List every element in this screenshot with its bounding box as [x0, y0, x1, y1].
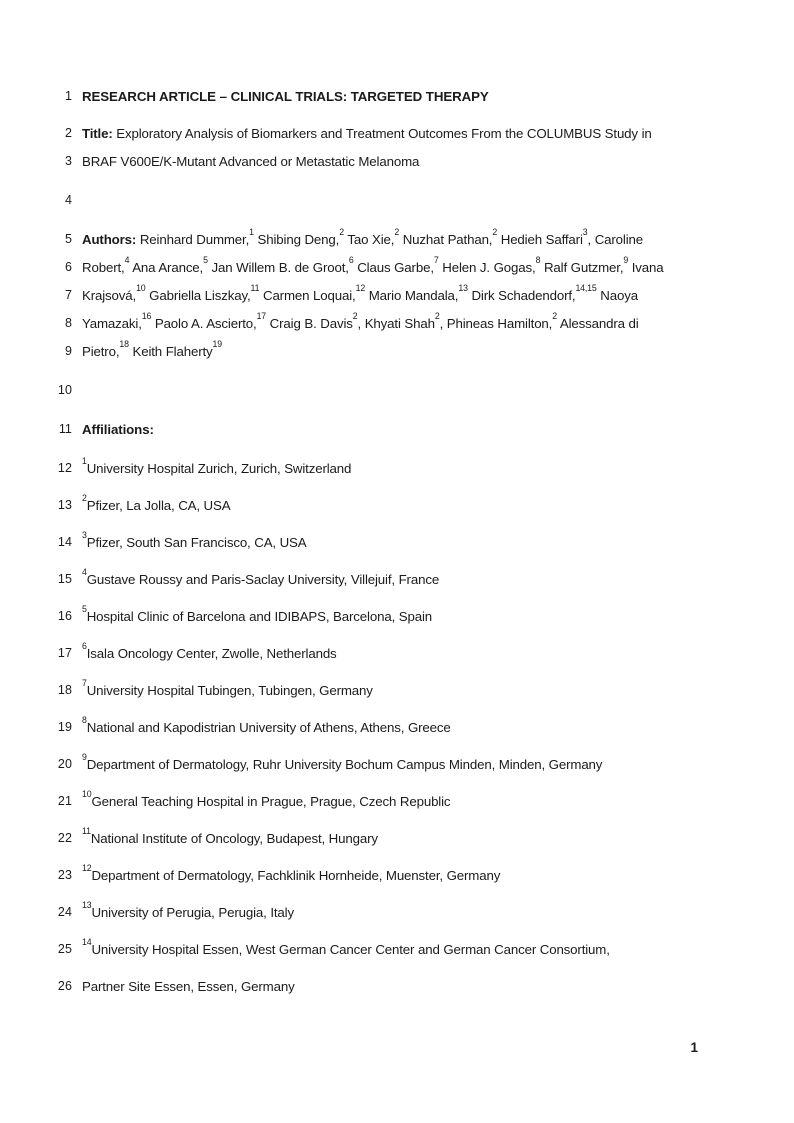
affiliation-body: Pfizer, La Jolla, CA, USA	[86, 498, 231, 513]
authors-line-5	[0, 338, 794, 360]
affiliation-marker: 5	[82, 603, 87, 614]
affiliation-line	[0, 862, 794, 884]
affiliation-body: University Hospital Essen, West German Cancer Center and German Cancer Consortium,	[91, 942, 610, 957]
line-number: 20	[57, 757, 72, 771]
affiliation-line	[0, 492, 794, 514]
line-number: 22	[57, 831, 72, 845]
affiliation-text	[82, 677, 682, 699]
affiliation-line	[0, 714, 794, 736]
title-text-line-1	[82, 125, 682, 142]
affiliation-text	[82, 529, 682, 551]
affiliation-marker: 9	[82, 751, 87, 762]
spacer	[0, 514, 794, 534]
line-number: 12	[57, 461, 72, 475]
affiliation-line	[0, 603, 794, 625]
line-number: 6	[64, 260, 72, 274]
affiliation-line	[0, 640, 794, 662]
authors-text-line-3: Krajsová,$^{10}$ Gabriella Liszkay,$^{11}$ Carmen Loquai,$^{12}$ Mario Mandala,$^{13}$ Dirk Schadendorf,$^{14,15}$ Naoya	[82, 282, 638, 303]
spacer	[0, 276, 794, 287]
spacer	[0, 399, 794, 421]
authors-line-1	[0, 226, 794, 248]
spacer	[0, 248, 794, 259]
spacer	[0, 105, 794, 125]
line-number: 17	[57, 646, 72, 660]
line-number: 2	[64, 126, 72, 140]
affiliation-body: University Hospital Zurich, Zurich, Switzerland	[86, 461, 352, 476]
affiliation-text	[82, 455, 682, 477]
spacer	[0, 884, 794, 904]
authors-line-4	[0, 310, 794, 332]
affiliation-line	[0, 529, 794, 551]
affiliation-body: Isala Oncology Center, Zwolle, Netherlands	[86, 646, 337, 661]
affiliation-body: University Hospital Tubingen, Tubingen, Germany	[86, 683, 373, 698]
spacer	[0, 958, 794, 978]
affiliation-body: University of Perugia, Perugia, Italy	[91, 905, 294, 920]
authors-text-line-4: Yamazaki,$^{16}$ Paolo A. Ascierto,$^{17}$ Craig B. Davis$^2$, Khyati Shah$^2$, Phineas Hamilton,$^2$ Alessandra di	[82, 310, 639, 331]
line-number: 8	[64, 316, 72, 330]
affiliation-line	[0, 455, 794, 477]
affiliation-body: National Institute of Oncology, Budapest, Hungary	[90, 831, 378, 846]
affiliation-body: Department of Dermatology, Ruhr University Bochum Campus Minden, Minden, Germany	[86, 757, 603, 772]
affiliation-marker: 4	[82, 566, 87, 577]
title-label: Title:	[82, 126, 113, 141]
affiliation-marker: 6	[82, 640, 87, 651]
affiliation-line	[0, 788, 794, 810]
affiliation-marker: 2	[82, 492, 87, 503]
spacer	[0, 170, 794, 192]
line-number: 7	[64, 288, 72, 302]
blank-line-4	[0, 192, 794, 209]
affiliation-marker: 12	[82, 862, 92, 873]
affiliation-line	[0, 751, 794, 773]
spacer	[0, 588, 794, 608]
affiliation-marker: 10	[82, 788, 92, 799]
line-number: 24	[57, 905, 72, 919]
affiliation-body: Pfizer, South San Francisco, CA, USA	[86, 535, 307, 550]
affiliation-body: Hospital Clinic of Barcelona and IDIBAPS, Barcelona, Spain	[86, 609, 433, 624]
affiliations-heading-line	[0, 421, 794, 438]
affiliation-text	[82, 603, 682, 625]
line-number: 19	[57, 720, 72, 734]
affiliation-text	[82, 788, 682, 810]
line-number: 23	[57, 868, 72, 882]
authors-line-2	[0, 254, 794, 276]
title-line-2	[0, 153, 794, 170]
authors-text-line-2: Robert,$^4$ Ana Arance,$^5$ Jan Willem B. de Groot,$^6$ Claus Garbe,$^7$ Helen J. Gogas,$^8$ Ralf Gutzmer,$^9$ Ivana	[82, 254, 664, 275]
spacer	[0, 551, 794, 571]
line-number: 1	[64, 89, 72, 103]
authors-line-3	[0, 282, 794, 304]
line-number: 9	[64, 344, 72, 358]
affiliation-marker: 7	[82, 677, 87, 688]
spacer	[0, 438, 794, 460]
blank-text	[82, 192, 682, 209]
affiliation-body: Department of Dermatology, Fachklinik Hornheide, Muenster, Germany	[91, 868, 501, 883]
line-number: 11	[58, 422, 72, 436]
affiliation-line	[0, 978, 794, 995]
affiliation-line	[0, 677, 794, 699]
affiliation-body: Gustave Roussy and Paris-Saclay University, Villejuif, France	[86, 572, 440, 587]
line-number: 25	[57, 942, 72, 956]
blank-line-10	[0, 382, 794, 399]
affiliation-text	[82, 566, 682, 588]
title-rest-line-1: Exploratory Analysis of Biomarkers and Treatment Outcomes From the COLUMBUS Study in	[112, 126, 652, 141]
spacer	[0, 662, 794, 682]
line-number: 13	[57, 498, 72, 512]
affiliation-body: Partner Site Essen, Essen, Germany	[82, 979, 295, 994]
affiliation-text	[82, 492, 682, 514]
affiliation-text	[82, 714, 682, 736]
article-type-line	[0, 88, 794, 105]
spacer	[0, 773, 794, 793]
affiliation-line	[0, 566, 794, 588]
line-number: 14	[57, 535, 72, 549]
affiliation-marker: 11	[82, 825, 91, 836]
line-number: 18	[57, 683, 72, 697]
affiliation-marker: 13	[82, 899, 92, 910]
page-number: 1	[690, 1040, 698, 1055]
affiliation-marker: 1	[82, 455, 87, 466]
title-line-1	[0, 125, 794, 142]
line-number: 3	[64, 154, 72, 168]
spacer	[0, 360, 794, 382]
affiliation-text	[82, 862, 682, 884]
line-number: 15	[57, 572, 72, 586]
line-number: 16	[57, 609, 72, 623]
article-type-heading: RESEARCH ARTICLE – CLINICAL TRIALS: TARGETED THERAPY	[82, 89, 489, 104]
affiliation-text	[82, 936, 682, 958]
line-number: 5	[64, 232, 72, 246]
affiliation-text	[82, 978, 682, 995]
spacer	[0, 304, 794, 315]
spacer	[0, 477, 794, 497]
authors-text-line-5: Pietro,$^{18}$ Keith Flaherty$^{19}$	[82, 338, 222, 359]
spacer	[0, 625, 794, 645]
title-text-line-2: BRAF V600E/K-Mutant Advanced or Metastatic Melanoma	[82, 154, 420, 169]
spacer	[0, 847, 794, 867]
affiliation-body: General Teaching Hospital in Prague, Prague, Czech Republic	[91, 794, 451, 809]
affiliation-line	[0, 936, 794, 958]
affiliation-text	[82, 751, 682, 773]
authors-text-line-1: Authors: Reinhard Dummer,$^1$ Shibing Deng,$^2$ Tao Xie,$^2$ Nuzhat Pathan,$^2$ Hedieh Saffari$^3$, Caroline	[82, 226, 644, 247]
affiliations-list	[0, 455, 794, 995]
affiliation-text	[82, 899, 682, 921]
line-number: 26	[57, 979, 72, 993]
blank-text	[82, 382, 682, 399]
affiliation-line	[0, 899, 794, 921]
spacer	[0, 142, 794, 153]
affiliation-text	[82, 825, 682, 847]
affiliation-line	[0, 825, 794, 847]
affiliation-marker: 8	[82, 714, 87, 725]
affiliation-marker: 14	[82, 936, 92, 947]
affiliations-heading: Affiliations:	[82, 422, 154, 437]
spacer	[0, 810, 794, 830]
spacer	[0, 736, 794, 756]
line-number: 10	[57, 383, 72, 397]
document-body	[0, 88, 794, 995]
spacer	[0, 921, 794, 941]
line-number: 21	[57, 794, 72, 808]
line-number: 4	[64, 193, 72, 207]
spacer	[0, 699, 794, 719]
affiliation-body: National and Kapodistrian University of Athens, Athens, Greece	[86, 720, 451, 735]
affiliation-text	[82, 640, 682, 662]
affiliation-marker: 3	[82, 529, 87, 540]
